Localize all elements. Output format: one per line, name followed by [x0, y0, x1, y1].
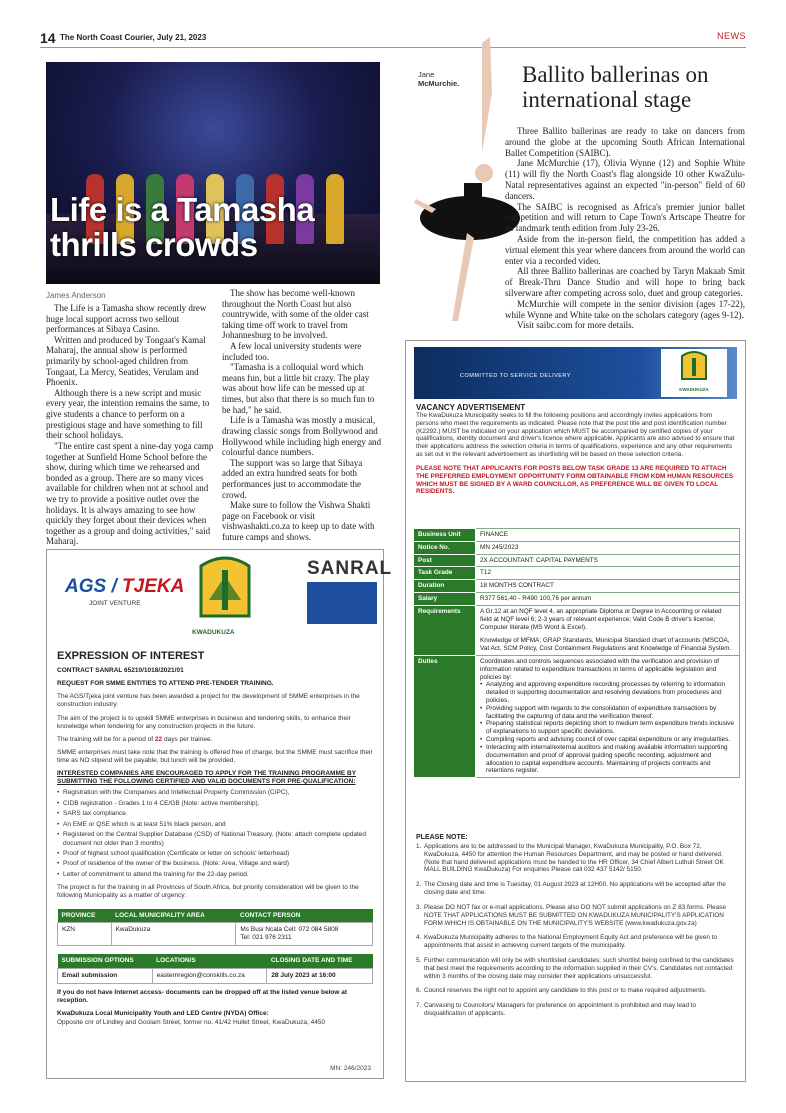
caption-line: Jane — [418, 70, 435, 79]
vacancy-table — [413, 528, 740, 778]
list-item: • Proof of highest school qualification (Certificate or letter on schools' letterhead) — [57, 850, 373, 858]
table-row — [414, 655, 740, 777]
paragraph: Make sure to follow the Vishwa Shakti page on Facebook or visit vishwashakti.co.za to keep up to date with future camps and shows. — [222, 500, 375, 543]
row-value: FINANCE — [476, 529, 740, 542]
row-value: MN 245/2023 — [476, 541, 740, 554]
duties-list — [480, 681, 735, 775]
venue-title: KwaDukuza Local Municipality Youth and LED Centre (NYDA) Office: — [57, 1009, 269, 1017]
training-period — [57, 736, 373, 744]
list-item: • Compiling reports and advising council of over capital expenditure or any irregularities. — [480, 736, 735, 744]
tamasha-headline — [50, 193, 314, 262]
document-list — [57, 789, 373, 879]
list-item — [416, 987, 735, 995]
paragraph: Aside from the in-person field, the competition has added a virtual element this year where dancers from around the world can enter via a recorded video. — [505, 233, 745, 266]
please-note-section — [416, 834, 735, 1025]
note-text: KwaDukuza Municipality adheres to the National Employment Equity Act and preference will be given to appointments that assist in achieving current targets of the municipality. — [424, 934, 718, 950]
note-number: 2. — [416, 881, 422, 889]
list-item: • An EME or QSE which is at least 51% black person, and — [57, 821, 373, 829]
table-row — [414, 541, 740, 554]
note-text: The Closing date and time is Tuesday, 01 August 2023 at 12H00. No applications will be accepted after the closing date and time. — [424, 881, 726, 897]
list-item — [416, 957, 735, 980]
list-item: • SARS tax compliance. — [57, 810, 373, 818]
paragraph: The support was so large that Sibaya added an extra hundred seats for both performances just to accommodate the crowd. — [222, 457, 363, 500]
kwadukuza-label: KWADUKUZA — [679, 387, 709, 392]
joint-venture-label: JOINT VENTURE — [89, 600, 141, 607]
paragraph: All three Ballito ballerinas are coached by Taryn Makaab Smit of Break-Thru Dance Studio and will hope to bring back silverware after competing across solo, duet and group categories. — [505, 266, 745, 298]
kwadukuza-crest-icon — [195, 556, 255, 628]
tjeka-logo-text: TJEKA — [122, 576, 185, 597]
ags-tjeka-logo: AGS / TJEKA — [65, 576, 185, 597]
vacancy-intro-block — [416, 403, 735, 496]
table-cell: Ms Busi Ncala Cell: 072 084 5808 Tel: 021 976 2311 — [236, 923, 373, 946]
table-row — [414, 580, 740, 593]
row-label: Duties — [414, 655, 476, 777]
eoi-title: EXPRESSION OF INTEREST — [57, 650, 205, 662]
duties-intro: Coordinates and controls sequences associated with the verification and provision of information related to expenditure transactions in terms of applicable legislation and policies by: — [480, 657, 720, 681]
duties-cell — [476, 655, 740, 777]
table-header: CLOSING DATE AND TIME — [267, 954, 373, 968]
section-label: NEWS — [717, 31, 746, 41]
note-text: Please DO NOT fax or e-mail applications. Please also DO NOT submit applications on Z 83 forms. Please NOTE THAT APPLICATIONS MUST BE SUBMITTED ON KWADUKUZA MUNICIPALITY'S APPLICATION FORM WHICH IS OBTAINABLE ON THE MUNICIPALITY'S WEBSITE (www.kwadukuza.gov.za) — [424, 903, 727, 927]
note-number: 4. — [416, 934, 422, 942]
paragraph: The AGS/Tjeka joint venture has been awarded a project for the development of SMME enterprises in the construction industry. — [57, 693, 360, 709]
text: days per trainee. — [163, 735, 213, 743]
service-delivery-banner — [414, 347, 737, 399]
list-item — [416, 1002, 735, 1018]
paragraph: Visit saibc.com for more details. — [517, 320, 634, 331]
paragraph: SMME enterprises must take note that the training is offered free of charge, but the SMME must sacrifice their time as NO stipend will be payable, but lunch will be provided. — [57, 748, 373, 764]
note-number: 3. — [416, 903, 422, 911]
table-header: LOCAL MUNICIPALITY AREA — [111, 909, 236, 923]
paragraph: "Tamasha is a colloquial word which means fun, but a little bit crazy. The play was about how life can be messed up at times, but also that there is so much fun to be had," he said. — [222, 362, 375, 415]
headline-line: thrills crowds — [50, 225, 258, 263]
venue-address: Opposite cnr of Lindley and Goolam Street, former no. 41/42 Hullet Street, KwaDukuza, 4450 — [57, 1018, 326, 1026]
closing-date: 28 July 2023 at 16:00 — [267, 968, 373, 983]
interest-heading: INTERESTED COMPANIES ARE ENCOURAGED TO APPLY FOR THE TRAINING PROGRAMME BY SUBMITTING THE FOLLOWING CERTIFIED AND VALID DOCUMENTS FOR PRE-QUALIFICATION: — [57, 770, 357, 786]
publication-line: The North Coast Courier, July 21, 2023 — [60, 33, 207, 42]
paragraph: The show has become well-known throughout the North Coast but also countrywide, with some of the older cast taking time off work to travel from Johannesburg to be involved. — [222, 288, 369, 341]
note-number: 6. — [416, 987, 422, 995]
notice-number: MN: 246/2023 — [330, 1065, 371, 1072]
list-item: • Registered on the Central Supplier Database (CSD) of National Treasury. (Note: attach complete updated document not older than 3 months) — [57, 831, 373, 848]
paragraph: Life is a Tamasha was mostly a musical, drawing classic songs from Bollywood and Hollywood while including high energy and colourful dance numbers. — [222, 415, 382, 458]
list-item — [416, 843, 735, 874]
table-cell: Email submission — [58, 968, 153, 983]
paragraph: "The entire cast spent a nine-day yoga camp together at Sunfield Home School before the show, during which time we rehearsed and bonded as a group. There are so many vices available for children when not at school and we try to provide a positive outlet over the holidays. It is always amazing to see how quickly they forget about their devices when together as a group and doing activities," said Maharaj. — [46, 440, 214, 547]
table-row — [414, 605, 740, 655]
row-label: Business Unit — [414, 529, 476, 542]
table-header: PROVINCE — [58, 909, 112, 923]
submission-email-link[interactable]: easternregion@conskills.co.za — [152, 968, 267, 983]
table-header: CONTACT PERSON — [236, 909, 373, 923]
table-header: SUBMISSION OPTIONS — [58, 954, 153, 968]
note-number: 7. — [416, 1002, 422, 1010]
row-value: R377 561,40 - R490 100,76 per annum — [476, 593, 740, 606]
table-row — [58, 923, 373, 946]
note-number: 1. — [416, 843, 422, 850]
paragraph: Although there is a new script and music every year, the intention remains the same, to give students a chance to perform on a prestigious stage and have something to fill their school holidays. — [46, 387, 210, 441]
requirement-text: Knowledge of MFMA; GRAP Standards, Municipal Standard chart of accounts (MSCOA, Vat Act, SCM Policy, Cost Containment Regulations and Knowledge of Financial System. — [480, 637, 732, 653]
training-days: 22 — [154, 735, 163, 743]
list-item — [416, 904, 735, 927]
sanral-road-icon — [307, 582, 377, 624]
photo-caption — [418, 70, 459, 88]
paragraph: Three Ballito ballerinas are ready to take on dancers from around the globe at the upcoming South African International Ballet Competition (SAIBC). — [505, 126, 745, 158]
table-row — [414, 567, 740, 580]
list-item: • Analyzing and approving expenditure recording processes by referring to information detailed in supporting documentation and resolving deviations from procedures and policies. — [480, 681, 735, 704]
note-number: 5. — [416, 956, 422, 964]
contact-table — [57, 909, 373, 946]
requirement-text: A Gr.12 at an NQF level 4, an appropriate Diploma or Degree in Accounting or related field at NQF level 6; 2-3 years of relevant experience; Valid Code B driver's license; Computer literate (MS Word & Excel). — [480, 607, 722, 631]
tamasha-column-1 — [46, 303, 214, 547]
row-value: 18 MONTHS CONTRACT — [476, 580, 740, 593]
vacancy-ad — [405, 340, 746, 1082]
row-label: Duration — [414, 580, 476, 593]
list-item: • CIDB registration - Grades 1 to 4 CE/GB (Note: active membership), — [57, 800, 373, 808]
list-item: • Preparing statistical reports depicting short to medium term expenditure trends inclusive of explanations to support specific deviations. — [480, 720, 735, 736]
headline-line: Ballito ballerinas on — [522, 62, 709, 87]
byline: James Anderson — [46, 291, 106, 300]
table-cell: KZN — [58, 923, 112, 946]
row-value: 2X ACCOUNTANT: CAPITAL PAYMENTS — [476, 554, 740, 567]
vacancy-intro: The KwaDukuza Municipality seeks to fill the following positions and accordingly invites applications from persons who meet the requirements as indicated. Please note that the post title and post identification number (K2292.) MUST be indicated on your application which MUST be accompanied by certified copies of your qualifications, identity document and driver's licence where applicable. Applicants are also advised to ensure that their applications address the selection criteria in terms of qualifications, experience and any other requirements as set out in the relevant advertisement as shortlisting will be based on these selection criteria. — [416, 412, 735, 459]
row-value: T12 — [476, 567, 740, 580]
row-label: Requirements — [414, 605, 476, 655]
kwadukuza-label: KWADUKUZA — [192, 629, 235, 636]
row-label: Task Grade — [414, 567, 476, 580]
row-label: Post — [414, 554, 476, 567]
training-request: REQUEST FOR SMME ENTITIES TO ATTEND PRE-TENDER TRAINING. — [57, 680, 274, 688]
list-item — [416, 934, 735, 950]
ballet-headline — [522, 63, 752, 113]
text: The training will be for a period of — [57, 735, 154, 743]
table-row — [58, 968, 373, 983]
banner-text: COMMITTED TO SERVICE DELIVERY — [460, 373, 571, 379]
vacancy-title: VACANCY ADVERTISEMENT — [416, 403, 526, 412]
table-row — [414, 529, 740, 542]
submission-table — [57, 954, 373, 984]
kwadukuza-crest-icon — [679, 351, 709, 385]
kwadukuza-logo-box — [661, 349, 727, 397]
notes-list — [416, 843, 735, 1018]
list-item: • Letter of commitment to attend the training for the 22-day period. — [57, 871, 373, 879]
list-item: • Proof of residence of the owner of the business. (Note: Area, Village and ward) — [57, 860, 373, 868]
contract-number: CONTRACT SANRAL 65210/1018/2021/01 — [57, 667, 184, 674]
tamasha-column-2 — [222, 288, 382, 543]
paragraph: A few local university students were included too. — [222, 341, 362, 362]
list-item: • Registration with the Companies and Intellectual Property Commission (CIPC), — [57, 789, 373, 797]
paragraph: Jane McMurchie (17), Olivia Wynne (12) and Sophie White (11) will fly the North Coast's flag alongside 10 other KwaZulu-Natal representatives against an expected "in-person" field of 60 dancers. — [505, 158, 745, 201]
table-header: LOCATION/S — [152, 954, 267, 968]
list-item — [416, 881, 735, 897]
row-label: Salary — [414, 593, 476, 606]
expression-of-interest-ad — [46, 549, 393, 1079]
note-text: Further communication will only be with shortlisted candidates; such shortlist being confined to the candidates that best meet the requirements according to the information supplied in their CV's. Candidates not contacted within 3 months of the closing date may consider their applications unsuccessful. — [424, 956, 734, 980]
notes-title: PLEASE NOTE: — [416, 834, 468, 841]
paragraph: Written and produced by Tongaat's Kamal Maharaj, the annual show is performed primarily by school-aged children from Tongaat, La Mercy, Seatides, Verulam and Phoenix. — [46, 334, 206, 388]
paragraph: The SAIBC is recognised as Africa's premier junior ballet competition and will return to Cape Town's Artscape Theatre for its landmark tenth edition from July 23-26. — [505, 201, 745, 234]
headline-line: international stage — [522, 86, 692, 112]
paragraph: The Life is a Tamasha show recently drew huge local support across two sellout performances at Sibaya Casino. — [46, 303, 207, 335]
no-internet-note: If you do not have Internet access- documents can be dropped off at the listed venue below at reception. — [57, 988, 348, 1004]
priority-note: The project is for the training in all Provinces of South Africa, but priority consideration will be given to the following Municipality as a matter of urgency: — [57, 884, 359, 900]
requirements-cell — [476, 605, 740, 655]
ballet-body — [505, 126, 745, 331]
page-header — [40, 30, 746, 48]
paragraph: The aim of the project is to upskill SMME enterprises in business and tendering skills, to enhance their knowledge when tendering for any construction projects in the future. — [57, 714, 351, 730]
ags-logo-text: AGS — [65, 576, 107, 597]
page-number: 14 — [40, 30, 56, 46]
headline-line: Life is a Tamasha — [50, 191, 315, 228]
note-text: Canvasing to Councilors/ Managers for preference on appointment is prohibited and may lead to disqualification of applicants. — [424, 1002, 697, 1017]
row-label: Notice No. — [414, 541, 476, 554]
paragraph: McMurchie will compete in the senior division (ages 17-22), while Wynne and White take on the scholars category (ages 9-12). — [505, 298, 745, 320]
caption-line: McMurchie. — [418, 79, 460, 88]
note-text: Council reserves the right not to appoint any candidate to this post or to make required adjustments. — [424, 987, 707, 995]
table-row — [414, 593, 740, 606]
note-text: Applications are to be addressed to the Municipal Manager, KwaDukuza Municipality, P.O. Box 72, KwaDukuza, 4450 for attention the Human Resources Department, and may be posted or hand delivered. (Note that hand delivered applications must be handed to the HR Officer, 34 Chief Albert Luthuli Street OK MALL BUILDING KwaDukuza) For enquiries Please call 032 437 5142/ 5150. — [424, 843, 724, 874]
table-cell: KwaDukuza — [111, 923, 236, 946]
list-item: • Providing support with regards to the consolidation of expenditure transactions by facilitating the capturing of data and the verification thereof. — [480, 705, 735, 721]
table-row — [414, 554, 740, 567]
vacancy-warning: PLEASE NOTE THAT APPLICANTS FOR POSTS BELOW TASK GRADE 13 ARE REQUIRED TO ATTACH THE PREFERRED EMPLOYMENT OPPORTUNITY FORM OBTAINABLE FROM KDM HUMAN RESOURCES WHICH MUST BE SIGNED BY A WARD COUNCILLOR, AS PREFERENCE WILL BE GIVEN TO LOCAL RESIDENTS. — [416, 464, 734, 496]
sanral-logo: SANRAL — [307, 558, 393, 579]
list-item: • Interacting with internal/external auditors and making available information supporting documentation and proof of approval guiding specific recording, adjustment and allocation to capital expenditure accounts. Maintaining of projects contracts and retentions register. — [480, 744, 735, 775]
